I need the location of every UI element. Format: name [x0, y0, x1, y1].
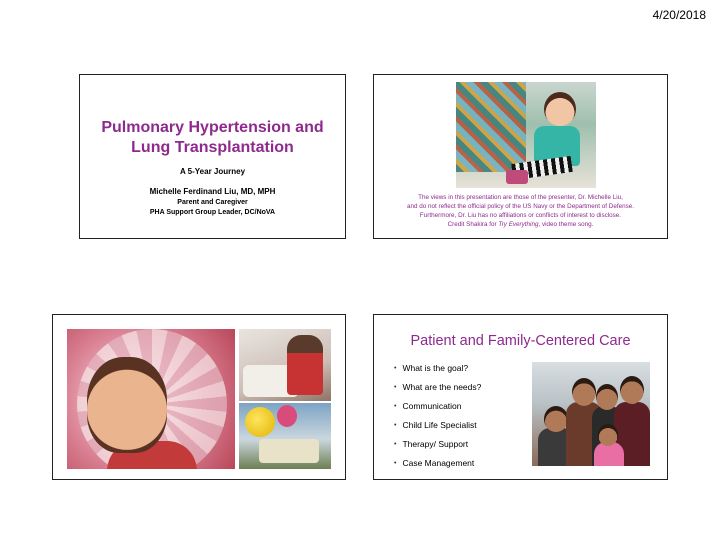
slide-2-disclaimer	[373, 74, 668, 239]
song-credit-title: Try Everything	[498, 221, 539, 228]
list-item	[394, 416, 481, 435]
child-umbrella-photo	[67, 329, 235, 469]
photo-mural	[456, 82, 526, 172]
photo-child-head	[544, 92, 576, 126]
list-item	[394, 454, 481, 473]
list-item-text: What are the needs?	[402, 382, 482, 392]
bullet-icon: •	[394, 365, 397, 372]
list-item	[394, 435, 481, 454]
list-item-text: Therapy/ Support	[402, 439, 469, 449]
bullet-icon: •	[394, 441, 397, 448]
photo-person-head	[620, 376, 644, 404]
slide-4-heading: Patient and Family-Centered Care	[410, 333, 631, 349]
list-item-text: Case Management	[402, 458, 475, 468]
photo-child-face	[87, 357, 167, 453]
photo-smiley-balloon	[245, 407, 275, 437]
list-item	[394, 397, 481, 416]
list-item	[394, 378, 481, 397]
slide-1-title	[79, 74, 346, 239]
photo-person-head	[596, 384, 618, 410]
list-item	[394, 359, 481, 378]
family-photo	[532, 362, 650, 466]
hospital-bedside-photo	[239, 329, 331, 401]
song-credit	[380, 220, 661, 229]
song-credit-suffix: , video theme song.	[538, 221, 594, 228]
photo-bed	[259, 439, 319, 463]
list-item-text: Communication	[402, 401, 462, 411]
photo-person-head	[572, 378, 596, 406]
child-playing-photo	[456, 82, 596, 188]
disclaimer-text	[380, 193, 661, 229]
slide-3-photos	[52, 314, 346, 480]
list-item-text: What is the goal?	[402, 363, 469, 373]
slide-4-care	[373, 314, 668, 480]
bullet-icon: •	[394, 384, 397, 391]
disclaimer-line-3: Furthermore, Dr. Liu has no affiliations or conflicts of interest to disclose.	[419, 212, 622, 219]
slide-1-heading-line-2: Lung Transplantation	[131, 139, 294, 156]
presenter-role-2: PHA Support Group Leader, DC/NoVA	[149, 209, 276, 216]
presenter-name: Michelle Ferdinand Liu, MD, MPH	[149, 187, 276, 196]
disclaimer-line-1: The views in this presentation are those of the presenter, Dr. Michelle Liu,	[418, 194, 623, 201]
balloons-hospital-photo	[239, 403, 331, 469]
page-date: 4/20/2018	[652, 8, 706, 22]
photo-person-head	[544, 406, 568, 432]
slide-1-heading-line-1: Pulmonary Hypertension and	[101, 119, 324, 136]
photo-visitor	[287, 335, 323, 395]
photo-child-boot	[506, 170, 528, 184]
bullet-icon: •	[394, 422, 397, 429]
presenter-role-1: Parent and Caregiver	[177, 199, 248, 206]
bullet-icon: •	[394, 403, 397, 410]
photo-pink-balloon	[277, 405, 297, 427]
slide-1-heading	[80, 118, 345, 158]
bullet-icon: •	[394, 460, 397, 467]
list-item-text: Child Life Specialist	[402, 420, 477, 430]
song-credit-prefix: Credit Shakira for	[447, 221, 499, 228]
care-bullet-list	[394, 359, 481, 473]
photo-child-head	[598, 424, 618, 446]
disclaimer-line-2: and do not reflect the official policy of the US Navy or the Department of Defense.	[406, 203, 635, 210]
slide-1-subtitle: A 5-Year Journey	[179, 167, 246, 176]
